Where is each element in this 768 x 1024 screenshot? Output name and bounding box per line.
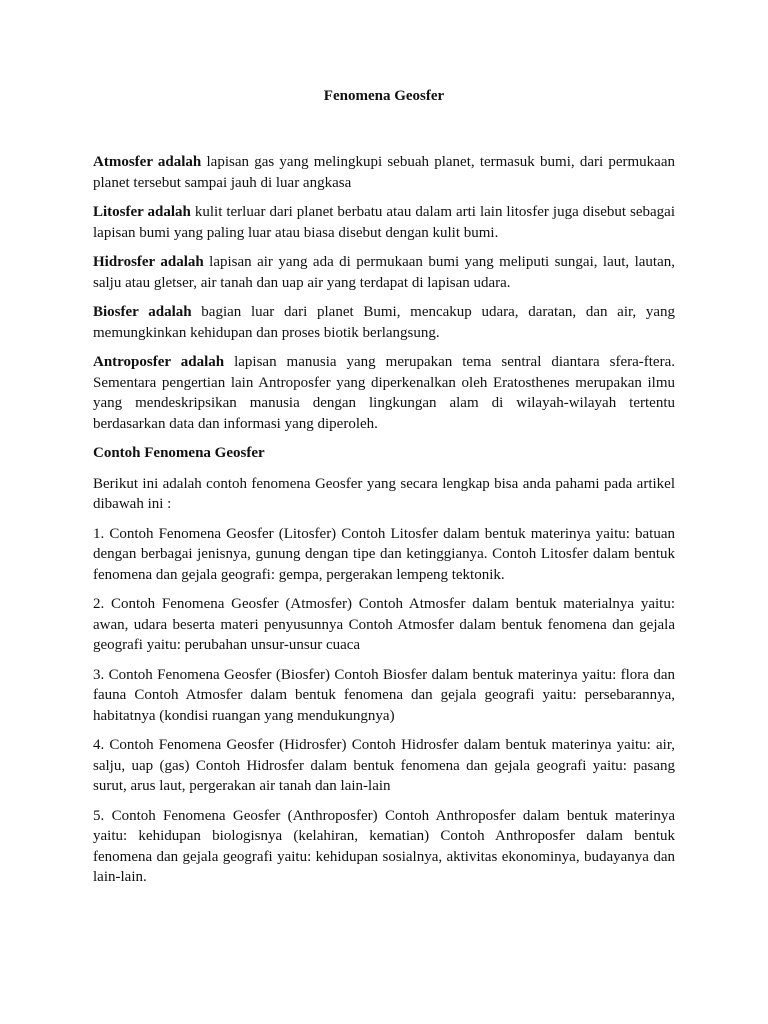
definition-text: lapisan manusia yang merupakan tema sentral diantara sfera-ftera. Sementara pengertian lain Antroposfer yang diperkenalkan oleh Eratosthenes merupakan ilmu yang mendeskripsikan manusia dengan lingkungan alam di wilayah-wilayah tertentu berdasarkan data dan informasi yang diperoleh.	[93, 354, 675, 432]
definition-text: lapisan gas yang melingkupi sebuah planet, termasuk bumi, dari permukaan planet tersebut sampai jauh di luar angkasa	[93, 154, 675, 191]
definition-litosfer	[93, 202, 675, 243]
example-litosfer: 1. Contoh Fenomena Geosfer (Litosfer) Contoh Litosfer dalam bentuk materinya yaitu: batuan dengan berbagai jenisnya, gunung dengan tipe dan ketinggianya. Contoh Litosfer dalam bentuk fenomena dan gejala geografi: gempa, pergerakan lempeng tektonik.	[93, 525, 675, 583]
document-page	[93, 86, 675, 897]
example-atmosfer: 2. Contoh Fenomena Geosfer (Atmosfer) Contoh Atmosfer dalam bentuk materialnya yaitu: awan, udara beserta materi penyusunnya Contoh Atmosfer dalam bentuk fenomena dan gejala geografi yaitu: perubahan unsur-unsur cuaca	[93, 596, 675, 653]
document-title: Fenomena Geosfer	[323, 88, 445, 104]
definition-text: kulit terluar dari planet berbatu atau dalam arti lain litosfer juga disebut sebagai lapisan bumi yang paling luar atau biasa disebut dengan kulit bumi.	[93, 204, 675, 241]
definition-atmosfer	[93, 152, 675, 193]
definition-term: Biosfer adalah	[93, 304, 192, 320]
example-anthroposfer: 5. Contoh Fenomena Geosfer (Anthroposfer) Contoh Anthroposfer dalam bentuk materinya yaitu: kehidupan biologisnya (kelahiran, kematian) Contoh Anthroposfer dalam bentuk fenomena dan gejala geografi yaitu: kehidupan sosialnya, aktivitas ekonominya, budayanya dan lain-lain.	[93, 807, 675, 885]
definition-term: Hidrosfer adalah	[93, 254, 204, 270]
definition-term: Atmosfer adalah	[93, 154, 202, 170]
definition-antroposfer	[93, 352, 675, 434]
definition-term: Litosfer adalah	[93, 204, 191, 220]
definition-term: Antroposfer adalah	[93, 354, 225, 370]
section-heading: Contoh Fenomena Geosfer	[93, 445, 265, 461]
intro-paragraph: Berikut ini adalah contoh fenomena Geosfer yang secara lengkap bisa anda pahami pada artikel dibawah ini :	[93, 475, 675, 512]
definition-biosfer	[93, 302, 675, 343]
example-hidrosfer: 4. Contoh Fenomena Geosfer (Hidrosfer) Contoh Hidrosfer dalam bentuk materinya yaitu: air, salju, uap (gas) Contoh Hidrosfer dalam bentuk fenomena dan gejala geografi yaitu: pasang surut, arus laut, pergerakan air tanah dan lain-lain	[93, 737, 675, 794]
definition-hidrosfer	[93, 252, 675, 293]
definition-text: bagian luar dari planet Bumi, mencakup udara, daratan, dan air, yang memungkinkan kehidupan dan proses biotik berlangsung.	[93, 304, 675, 341]
example-biosfer: 3. Contoh Fenomena Geosfer (Biosfer) Contoh Biosfer dalam bentuk materinya yaitu: flora dan fauna Contoh Atmosfer dalam bentuk fenomena dan gejala geografi yaitu: persebarannya, habitatnya (kondisi ruangan yang mendukungnya)	[93, 666, 675, 724]
definition-text: lapisan air yang ada di permukaan bumi yang meliputi sungai, laut, lautan, salju atau gletser, air tanah dan uap air yang terdapat di lapisan udara.	[93, 254, 675, 291]
